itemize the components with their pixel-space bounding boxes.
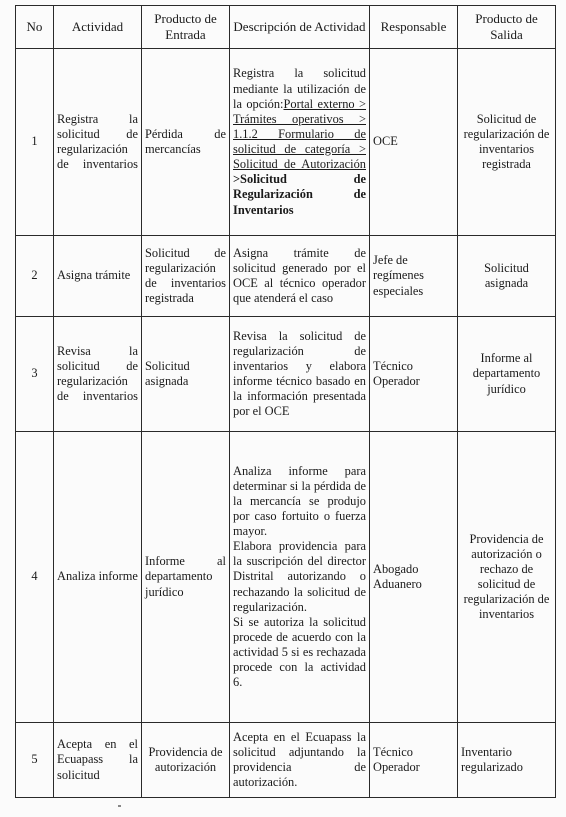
table-row [16,49,556,236]
header-descripcion: Descripción de Actividad [230,6,370,49]
cell-responsable: Jefe de regímenes especiales [370,236,458,317]
cell-actividad: Registra la solicitud de regularización de inventarios [54,49,142,236]
cell-descripcion [230,432,370,723]
cell-actividad: Asigna trámite [54,236,142,317]
scan-speck [118,805,121,807]
cell-descripcion: Asigna trámite de solicitud generado por el OCE al técnico operador que atenderá el caso [230,236,370,317]
cell-descripcion [230,49,370,236]
process-table [15,5,556,798]
cell-producto-entrada: Providencia de autorización [142,723,230,798]
cell-no: 4 [16,432,54,723]
cell-descripcion: Revisa la solicitud de regularización de inventarios y elabora informe técnico basado en la información presentada por el OCE [230,317,370,432]
cell-descripcion: Acepta en el Ecuapass la solicitud adjuntando la providencia de autorización. [230,723,370,798]
header-producto-entrada: Producto de Entrada [142,6,230,49]
cell-producto-salida: Providencia de autorización o rechazo de solicitud de regularización de inventarios [458,432,556,723]
header-producto-salida: Producto de Salida [458,6,556,49]
table-row [16,723,556,798]
cell-no: 5 [16,723,54,798]
table-row [16,432,556,723]
cell-producto-salida: Solicitud de regularización de inventarios registrada [458,49,556,236]
cell-no: 1 [16,49,54,236]
cell-actividad: Revisa la solicitud de regularización de inventarios [54,317,142,432]
cell-no: 2 [16,236,54,317]
cell-producto-entrada: Solicitud de regularización de inventarios registrada [142,236,230,317]
cell-actividad: Acepta en el Ecuapass la solicitud [54,723,142,798]
cell-producto-entrada: Informe al departamento jurídico [142,432,230,723]
header-actividad: Actividad [54,6,142,49]
table-row [16,317,556,432]
descripcion-bold-option: >Solicitud de Regularización de Inventarios [233,172,366,217]
header-no: No [16,6,54,49]
table-header-row [16,6,556,49]
cell-producto-entrada: Pérdida de mercancías [142,49,230,236]
descripcion-paragraph-3: Si se autoriza la solicitud procede de acuerdo con la actividad 5 si es rechazada procede con la actividad 6. [233,614,366,690]
cell-actividad: Analiza informe [54,432,142,723]
cell-no: 3 [16,317,54,432]
cell-producto-salida: Inventario regularizado [458,723,556,798]
cell-responsable: Técnico Operador [370,723,458,798]
table-row [16,236,556,317]
cell-responsable: OCE [370,49,458,236]
cell-producto-entrada: Solicitud asignada [142,317,230,432]
header-responsable: Responsable [370,6,458,49]
cell-responsable: Técnico Operador [370,317,458,432]
cell-producto-salida: Informe al departamento jurídico [458,317,556,432]
cell-responsable: Abogado Aduanero [370,432,458,723]
cell-producto-salida: Solicitud asignada [458,236,556,317]
descripcion-menu-path: Portal externo > Trámites operativos > 1.1.2 Formulario de solicitud de categoría > Solicitud de Autorización [233,96,366,172]
descripcion-paragraph-2: Elabora providencia para la suscripción del director Distrital autorizando o rechazando la solicitud de regularización. [233,539,366,614]
descripcion-paragraph-1: Analiza informe para determinar si la pérdida de la mercancía se produjo por caso fortuito o fuerza mayor. [233,463,366,539]
descripcion-intro: Registra la solicitud mediante la utilización de la opción: [233,66,366,111]
